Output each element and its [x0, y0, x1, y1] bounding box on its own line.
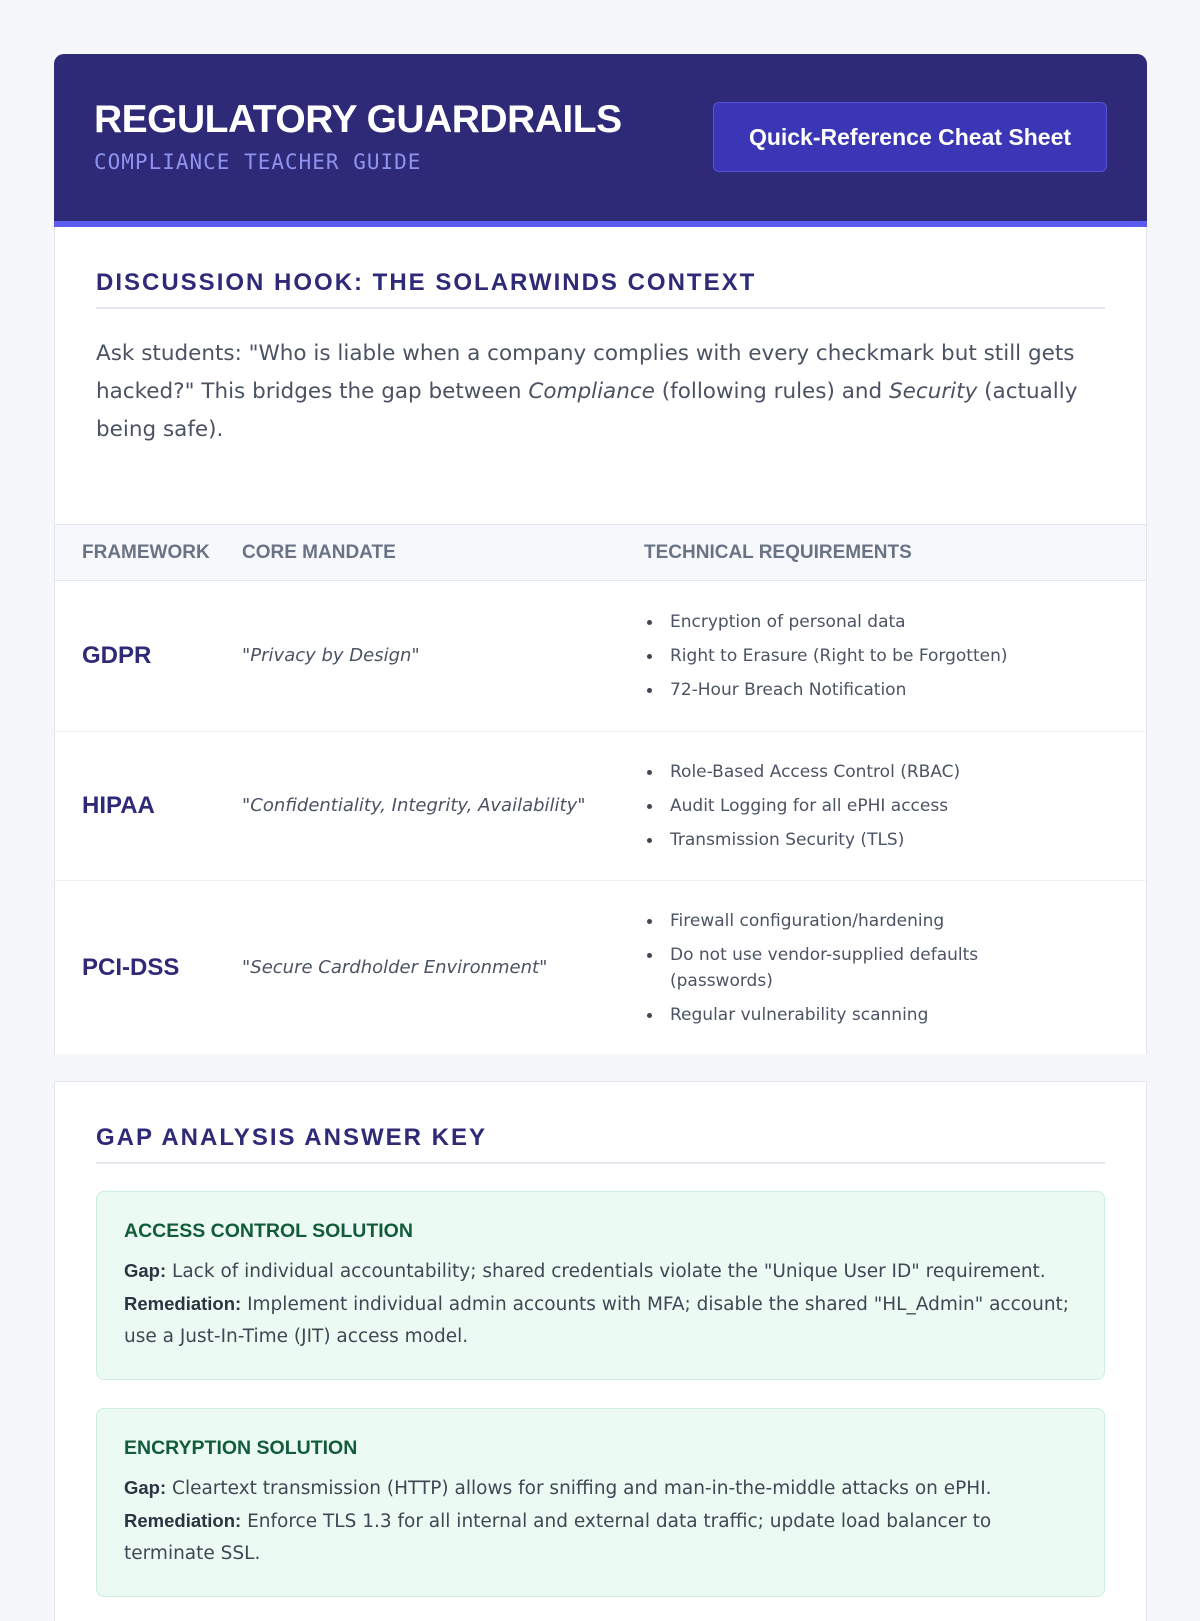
- table-row: [55, 732, 1146, 881]
- page-title: REGULATORY GUARDRAILS: [94, 98, 622, 141]
- hook-text-part: Ask students: "Who is liable when a company complies with every checkmark but still gets hacked?" This bridges the gap between: [96, 341, 1075, 404]
- requirements-list: [644, 609, 1146, 703]
- requirement-item: Regular vulnerability scanning: [644, 1002, 1146, 1028]
- table-header-row: [55, 525, 1146, 581]
- requirement-item: Do not use vendor-supplied defaults (passwords): [644, 942, 1146, 994]
- gap-analysis-card: [54, 1081, 1147, 1621]
- solution-box-encryption: [96, 1408, 1105, 1597]
- page-subtitle: COMPLIANCE TEACHER GUIDE: [94, 150, 422, 174]
- gap-label: Gap:: [124, 1260, 167, 1281]
- page: [54, 54, 1147, 1621]
- remediation-line: [124, 1288, 1077, 1353]
- column-header-requirements: TECHNICAL REQUIREMENTS: [644, 525, 1146, 581]
- remediation-line: [124, 1505, 1077, 1570]
- framework-table: [55, 524, 1146, 1056]
- hook-title: DISCUSSION HOOK: THE SOLARWINDS CONTEXT: [96, 269, 1105, 309]
- framework-name: GDPR: [82, 642, 152, 669]
- cheat-sheet-button[interactable]: Quick-Reference Cheat Sheet: [713, 102, 1107, 172]
- remediation-text: Enforce TLS 1.3 for all internal and external data traffic; update load balancer to terminate SSL.: [124, 1511, 992, 1564]
- column-header-framework: FRAMEWORK: [55, 525, 242, 581]
- requirement-item: Role-Based Access Control (RBAC): [644, 759, 1146, 785]
- requirement-item: Transmission Security (TLS): [644, 827, 1146, 853]
- solution-box-access-control: [96, 1191, 1105, 1380]
- requirement-item: Right to Erasure (Right to be Forgotten): [644, 643, 1146, 669]
- solution-title: ACCESS CONTROL SOLUTION: [124, 1220, 413, 1242]
- hook-emphasis-security: Security: [889, 379, 978, 404]
- hook-text-part: (actually being safe).: [96, 379, 1078, 442]
- solution-title: ENCRYPTION SOLUTION: [124, 1437, 358, 1459]
- core-mandate: "Confidentiality, Integrity, Availability": [242, 795, 586, 816]
- framework-name: HIPAA: [82, 792, 155, 819]
- framework-name: PCI-DSS: [82, 954, 180, 982]
- remediation-label: Remediation:: [124, 1293, 242, 1314]
- core-mandate: "Secure Cardholder Environment": [242, 957, 548, 979]
- requirements-list: [644, 759, 1146, 853]
- gap-text: Cleartext transmission (HTTP) allows for sniffing and man-in-the-middle attacks on ePHI.: [172, 1478, 992, 1499]
- requirement-item: Audit Logging for all ePHI access: [644, 793, 1146, 819]
- table-row: [55, 581, 1146, 732]
- requirement-item: Encryption of personal data: [644, 609, 1146, 635]
- requirement-item: Firewall configuration/hardening: [644, 908, 1146, 934]
- discussion-hook: [55, 227, 1146, 449]
- requirements-list: [644, 908, 1146, 1028]
- gap-analysis-title: GAP ANALYSIS ANSWER KEY: [96, 1124, 1105, 1164]
- header: [54, 54, 1147, 227]
- hook-emphasis-compliance: Compliance: [528, 379, 655, 404]
- gap-text: Lack of individual accountability; shared credentials violate the "Unique User ID" requirement.: [172, 1261, 1046, 1282]
- column-header-mandate: CORE MANDATE: [242, 525, 644, 581]
- core-mandate: "Privacy by Design": [242, 645, 420, 666]
- gap-line: [124, 1472, 1077, 1505]
- gap-line: [124, 1255, 1077, 1288]
- remediation-text: Implement individual admin accounts with MFA; disable the shared "HL_Admin" account; use a Just-In-Time (JIT) access model.: [124, 1294, 1070, 1347]
- hook-text-part: (following rules) and: [654, 379, 889, 404]
- gap-label: Gap:: [124, 1477, 167, 1498]
- remediation-label: Remediation:: [124, 1510, 242, 1531]
- requirement-item: 72-Hour Breach Notification: [644, 677, 1146, 703]
- table-row: [55, 881, 1146, 1056]
- hook-text: [96, 335, 1105, 449]
- frameworks-card: [54, 227, 1147, 1054]
